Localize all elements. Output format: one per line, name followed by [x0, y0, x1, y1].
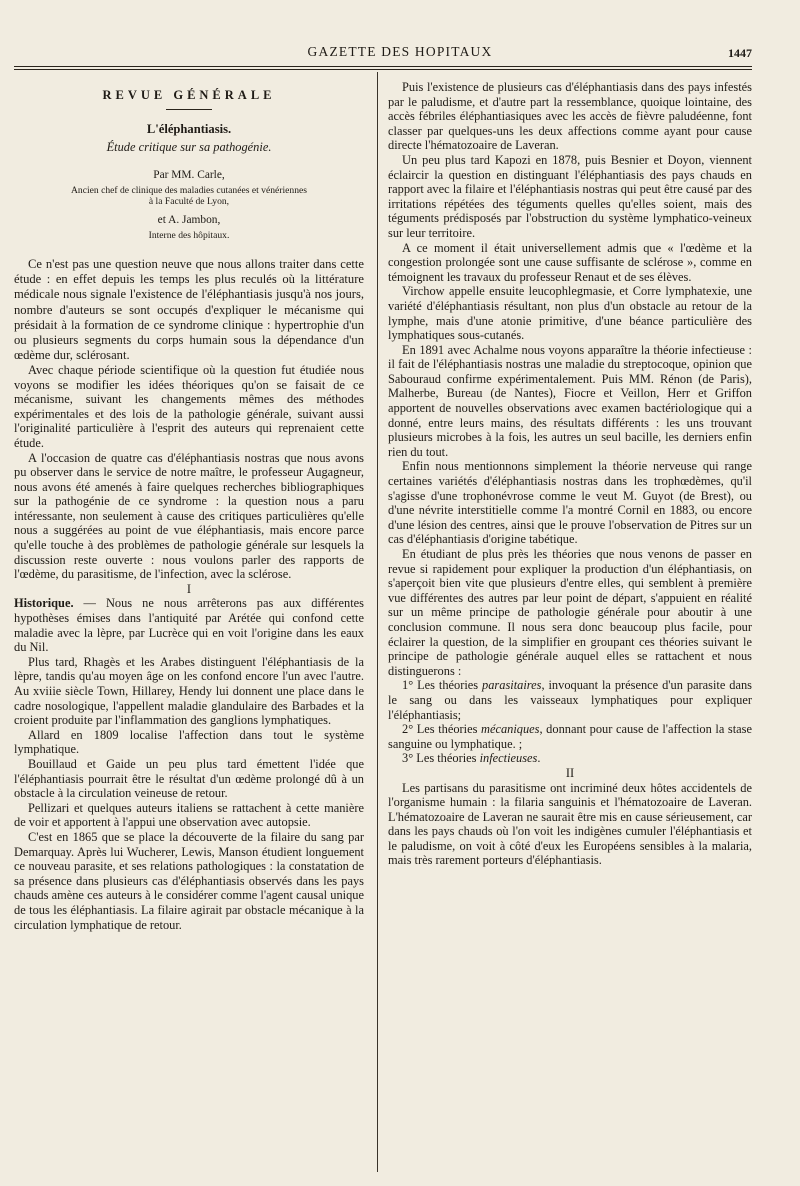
paragraph: Les partisans du parasitisme ont incriminé deux hôtes accidentels de l'organisme humain : la filaria sanguinis et l'hématozoaire de Laveran. L'hématozoaire de Laveran ne saurait être mis en cause sérieusement, car dans les pays chauds où l'on voit les indigènes cumuler l'éléphantiasis et le paludisme, on voit à côté d'eux les Européens sensibles à la malaria, mais très rarement porteurs d'éléphantiasis.	[388, 780, 752, 868]
paragraph: Pellizari et quelques auteurs italiens se rattachent à cette manière de voir et apportent à l'appui une observation avec autopsie.	[14, 800, 364, 830]
right-column	[388, 80, 752, 868]
header-rule	[14, 66, 752, 67]
paragraph: A l'occasion de quatre cas d'éléphantiasis nostras que nous avons pu observer dans le service de notre maître, le professeur Augagneur, nous avons été amenés à faire quelques recherches bibliographiques sur la pathogénie de ce syndrome : la question nous a paru intéressante, non seulement à cause des critiques particulières qu'elle nous a suggérées au point de vue éléphantiasis, mais encore parce qu'elle touche à des problèmes de pathologie générale sur lesquels la discussion reste ouverte : nous voulons parler des rapports de l'œdème, du parasitisme, de l'infection, avec la sclérose.	[14, 450, 364, 582]
paragraph-historique	[14, 596, 364, 654]
list-item-text: .	[537, 751, 541, 766]
paragraph: Ce n'est pas une question neuve que nous allons traiter dans cette étude : en effet depuis les temps les plus reculés où la littérature médicale nous signale l'existence de l'éléphantiasis jusqu'à nos jours, nombre d'auteurs se sont occupés d'expliquer le mécanisme qui présidait à la formation de ce syndrome clinique : hypertrophie d'un ou plusieurs segments du corps humain sous la dépendance d'un œdème dur, sclérosant.	[14, 257, 364, 362]
byline-second-author: et A. Jambon,	[157, 213, 221, 226]
list-item-text: , donnant pour cause de l'affection la stase sanguine ou lymphatique. ;	[388, 722, 752, 751]
paragraph: Puis l'existence de plusieurs cas d'éléphantiasis dans des pays infestés par le paludisme, et d'autre part la ressemblance, quoique lointaine, des accès fébriles éléphantiasiques avec les accès de fièvre paludéenne, font classer par quelques-uns les deux affections comme ayant pour cause directe l'hématozoaire de Laveran.	[388, 80, 752, 153]
left-column	[14, 80, 364, 932]
list-item-number: 1° Les théories	[402, 678, 483, 693]
running-head	[0, 44, 800, 64]
paragraph: C'est en 1865 que se place la découverte de la filaire du sang par Demarquay. Après lui Wucherer, Lewis, Manson étudient longuement ce nouveau parasite, et ses relations pathologiques : la constatation de sa présence dans plusieurs cas d'éléphantiasis observés dans les pays chauds amène ces auteurs à le considérer comme l'agent causal unique de tous les éléphantiasis. La filaire agirait par obstacle mécanique à la circulation lymphatique de retour.	[14, 829, 364, 932]
page-number: 1447	[728, 46, 752, 60]
article-title: L'éléphantiasis.	[146, 121, 232, 136]
header-rule-thin	[14, 69, 752, 70]
list-item-text: , invoquant la présence d'un parasite dans le sang ou dans les vaisseaux lymphatiques pour expliquer l'éléphantiasis;	[388, 678, 752, 722]
paragraph: Enfin nous mentionnons simplement la théorie nerveuse qui range certaines variétés d'éléphantiasis nostras dans les trophœdèmes, qu'il s'agisse d'une trophonévrose comme le veut M. Guyot (de Brest), ou d'une névrite interstitielle comme l'a montré Cornil en 1883, ou encore d'une lésion des centres, ainsi que le prouve l'observation de Pitres sur un cas d'éléphantiasis d'origine tabétique.	[388, 459, 752, 547]
list-item-term: mécaniques	[481, 722, 540, 737]
run-in-heading: Historique.	[14, 596, 74, 611]
list-item	[388, 678, 752, 722]
section-title: REVUE GÉNÉRALE	[102, 88, 276, 102]
byline-authors: Par MM. Carle,	[153, 168, 225, 181]
running-title: GAZETTE DES HOPITAUX	[307, 44, 493, 59]
list-item	[388, 751, 752, 766]
paragraph: Virchow appelle ensuite leucophlegmasie, et Corre lymphatexie, une variété d'éléphantiasis résultant, non plus d'un obstacle au retour de la lymphe, mais d'une atonie primitive, d'une béance particulière des lymphatiques sous-cutanés.	[388, 284, 752, 343]
paragraph: Plus tard, Rhagès et les Arabes distinguent l'éléphantiasis de la lèpre, tandis qu'au moyen âge on les confond encore l'un avec l'autre. Au xviiie siècle Town, Hillarey, Hendy lui donnent une place dans le cadre nosologique, l'appellent maladie glandulaire des Barbades et la croient produite par l'inflammation des ganglions lymphatiques.	[14, 654, 364, 728]
article-subtitle: Étude critique sur sa pathogénie.	[106, 140, 272, 155]
paragraph: Allard en 1809 localise l'affection dans tout le système lymphatique.	[14, 727, 364, 757]
paragraph: Avec chaque période scientifique où la question fut étudiée nous voyons se modifier les idées théoriques qu'on se faisait de ce mécanisme, suivant les changements mêmes des méthodes expérimentales et des lois de la pathologie générale, suivant aussi l'originalité particulière à l'esprit des auteurs qui reprenaient cette étude.	[14, 362, 364, 450]
paragraph: En 1891 avec Achalme nous voyons apparaître la théorie infectieuse : il fait de l'éléphantiasis nostras une maladie du streptocoque, opinion que Sabouraud confirme expérimentalement. Puis MM. Rénon (de Paris), Malherbe, Bureau (de Nantes), Fiocre et Veillon, Herr et Griffon apportent de nouvelles observations avec examen bactériologique qui a donné, entre leurs mains, des résultats différents : les uns trouvant plusieurs microbes à la fois, les autres un seul bacille, les derniers enfin rien du tout.	[388, 342, 752, 459]
list-item-term: parasitaires	[482, 678, 542, 693]
byline-role-1-line-b: à la Faculté de Lyon,	[148, 196, 230, 208]
list-item	[388, 722, 752, 751]
list-item-number: 3° Les théories	[402, 751, 480, 766]
paragraph: Un peu plus tard Kapozi en 1878, puis Besnier et Doyon, viennent éclaircir la question en distinguant l'éléphantiasis des pays chauds en rapport avec la filaire et l'éléphantiasis nostras qui peut être causé par des irritations répétées des téguments quelles qu'elles soient, mais des téguments prédisposés par l'obstruction du système lymphatico-veineux sur leur territoire.	[388, 152, 752, 240]
list-item-number: 2° Les théories	[402, 722, 481, 737]
byline-role-1	[14, 185, 364, 208]
section-number: II	[565, 765, 575, 780]
section-number: I	[186, 581, 192, 596]
paragraph-text: — Nous ne nous arrêterons pas aux différentes hypothèses émises dans l'antiquité par Arétée qui confond cette maladie avec la lèpre, par Lucrèce qui en voit l'origine dans les eaux du Nil.	[14, 596, 364, 655]
paragraph: En étudiant de plus près les théories que nous venons de passer en revue si rapidement pour expliquer la production d'un éléphantiasis, on s'aperçoit bien vite que plusieurs d'entre elles, qui semblent à première vue différentes des autres par leur point de départ, s'appuient en réalité sur un même principe de pathologie générale pour aboutir à une conclusion commune. Il nous sera donc beaucoup plus facile, pour éclairer la question, de la simplifier en groupant ces théories suivant le principe de pathologie générale auquel elles se rattachent et nous distinguerons :	[388, 547, 752, 678]
byline-role-2: Interne des hôpitaux.	[148, 229, 230, 241]
section-rule	[166, 109, 212, 110]
paragraph: A ce moment il était universellement admis que « l'œdème et la congestion prolongée sont une cause suffisante de sclérose », comme en témoignent les travaux du professeur Renaut et de ses élèves.	[388, 240, 752, 284]
column-divider	[377, 72, 378, 1172]
byline-role-1-line-a: Ancien chef de clinique des maladies cutanées et vénériennes	[70, 184, 307, 196]
paragraph: Bouillaud et Gaide un peu plus tard émettent l'idée que l'éléphantiasis pourrait être le résultat d'un œdème prolongé dû à un obstacle à la circulation veineuse de retour.	[14, 756, 364, 801]
list-item-term: infectieuses	[479, 751, 538, 766]
